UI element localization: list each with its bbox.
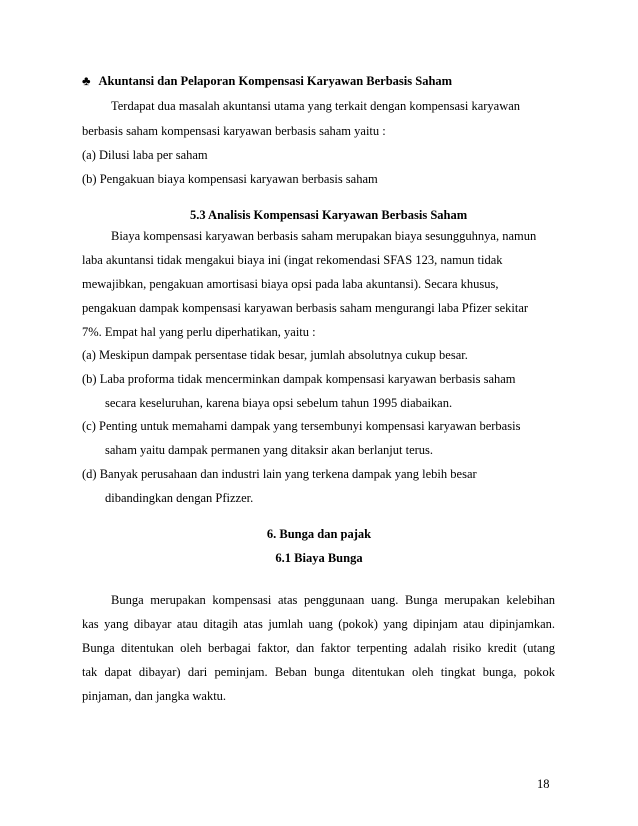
paragraph-line: berbasis saham kompensasi karyawan berbasis saham yaitu : [82, 124, 386, 138]
paragraph-line: Biaya kompensasi karyawan berbasis saham merupakan biaya sesungguhnya, namun [111, 229, 537, 243]
paragraph-line: Bunga merupakan kompensasi atas penggunaan uang. Bunga merupakan kelebihan [111, 593, 555, 607]
section-heading-5-3: 5.3 Analisis Kompensasi Karyawan Berbasis Saham [190, 208, 468, 222]
list-item: (b) Laba proforma tidak mencerminkan dampak kompensasi karyawan berbasis saham [82, 372, 516, 386]
list-item: (d) Banyak perusahaan dan industri lain yang terkena dampak yang lebih besar [82, 467, 477, 481]
paragraph-line: 7%. Empat hal yang perlu diperhatikan, yaitu : [82, 325, 316, 339]
paragraph-line: Terdapat dua masalah akuntansi utama yang terkait dengan kompensasi karyawan [111, 99, 521, 113]
list-item-continuation: dibandingkan dengan Pfizzer. [105, 491, 254, 505]
list-item-continuation: secara keseluruhan, karena biaya opsi sebelum tahun 1995 diabaikan. [105, 396, 453, 410]
paragraph-line: pinjaman, dan jangka waktu. [82, 689, 227, 703]
paragraph-line: laba akuntansi tidak mengakui biaya ini (ingat rekomendasi SFAS 123, namun tidak [82, 253, 503, 267]
list-item: (b) Pengakuan biaya kompensasi karyawan berbasis saham [82, 172, 378, 186]
list-item: (a) Meskipun dampak persentase tidak besar, jumlah absolutnya cukup besar. [82, 348, 468, 362]
paragraph-line: mewajibkan, pengakuan amortisasi biaya opsi pada laba akuntansi). Secara khusus, [82, 277, 499, 291]
section-heading-akuntansi [82, 73, 452, 89]
page-number: 18 [537, 777, 550, 791]
list-item: (c) Penting untuk memahami dampak yang tersembunyi kompensasi karyawan berbasis [82, 419, 521, 433]
paragraph-line: kas yang dibayar atau ditagih atas jumlah uang (pokok) yang dipinjam atau dipinjamkan. [82, 617, 555, 631]
heading-text: Akuntansi dan Pelaporan Kompensasi Karyawan Berbasis Saham [98, 74, 453, 88]
list-item-continuation: saham yaitu dampak permanen yang ditaksir akan berlanjut terus. [105, 443, 434, 457]
paragraph-line: pengakuan dampak kompensasi karyawan berbasis saham mengurangi laba Pfizer sekitar [82, 301, 529, 315]
section-heading-6: 6. Bunga dan pajak [266, 527, 372, 541]
subheading-6-1: 6.1 Biaya Bunga [275, 551, 363, 565]
list-item: (a) Dilusi laba per saham [82, 148, 208, 162]
club-bullet-icon: ♣ [82, 73, 91, 88]
paragraph-line: tak dapat dibayar) dari peminjam. Beban bunga ditentukan oleh tingkat bunga, pokok [82, 665, 555, 679]
paragraph-line: Bunga ditentukan oleh berbagai faktor, dan faktor terpenting adalah risiko kredit (utang [82, 641, 555, 655]
